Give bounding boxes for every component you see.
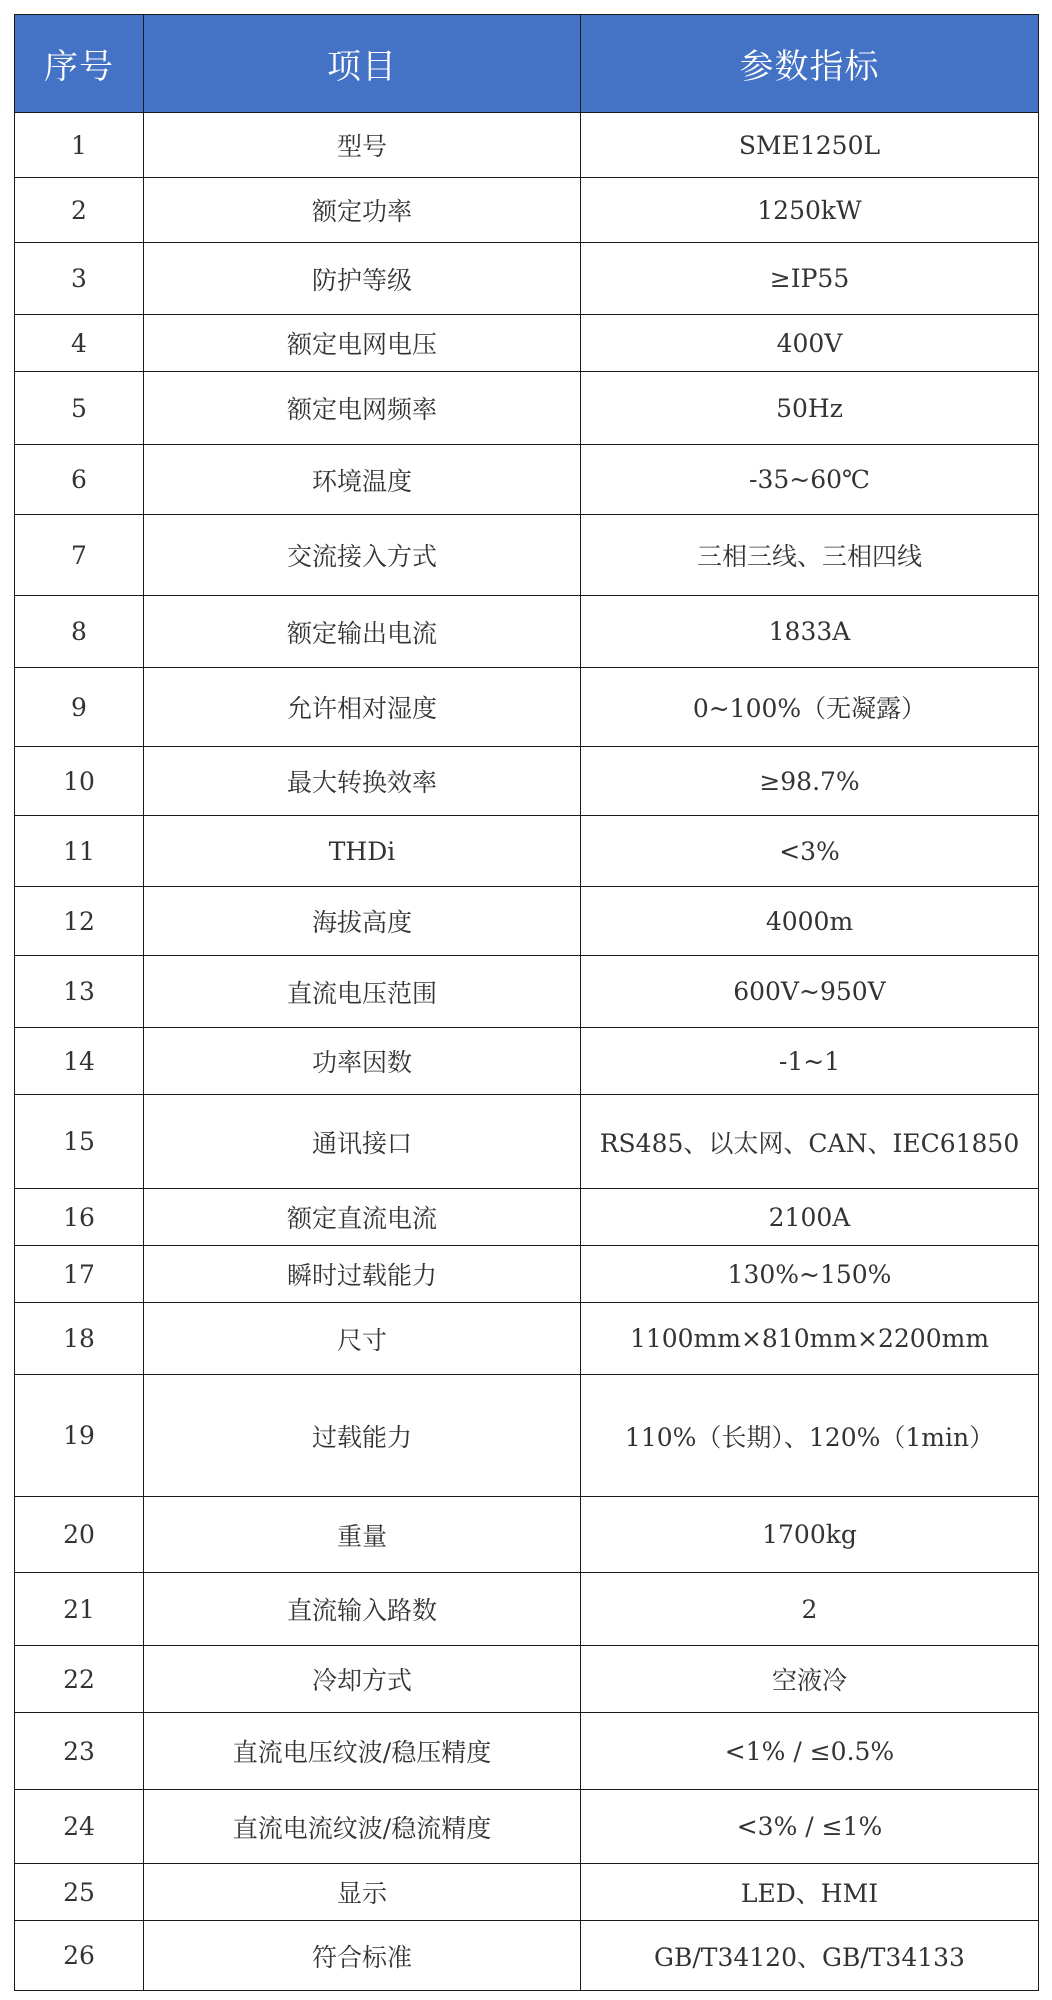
- cell-value: 1833A: [581, 596, 1039, 668]
- cell-index: 17: [15, 1246, 144, 1303]
- cell-value: 4000m: [581, 887, 1039, 956]
- table-row: [15, 1573, 1039, 1646]
- table-row: [15, 668, 1039, 747]
- cell-index: 3: [15, 243, 144, 315]
- cell-index: 16: [15, 1189, 144, 1246]
- table-row: [15, 816, 1039, 887]
- cell-index: 23: [15, 1713, 144, 1790]
- cell-value: 2: [581, 1573, 1039, 1646]
- table-row: [15, 1189, 1039, 1246]
- table-row: [15, 1790, 1039, 1864]
- cell-index: 1: [15, 113, 144, 178]
- cell-value: 110%（长期）、120%（1min）: [581, 1375, 1039, 1497]
- table-row: [15, 243, 1039, 315]
- cell-item: 额定功率: [144, 178, 581, 243]
- cell-item: 显示: [144, 1864, 581, 1921]
- cell-item: 尺寸: [144, 1303, 581, 1375]
- cell-index: 21: [15, 1573, 144, 1646]
- cell-index: 19: [15, 1375, 144, 1497]
- table-row: [15, 1375, 1039, 1497]
- cell-value: <3%: [581, 816, 1039, 887]
- cell-value: RS485、以太网、CAN、IEC61850: [581, 1095, 1039, 1189]
- cell-index: 24: [15, 1790, 144, 1864]
- header-item: 项目: [144, 15, 581, 113]
- cell-item: 额定电网频率: [144, 372, 581, 445]
- cell-value: 600V~950V: [581, 956, 1039, 1028]
- cell-item: 符合标准: [144, 1921, 581, 1991]
- table-row: [15, 445, 1039, 515]
- cell-index: 22: [15, 1646, 144, 1713]
- table-row: [15, 747, 1039, 816]
- table-body: [15, 113, 1039, 1991]
- cell-index: 25: [15, 1864, 144, 1921]
- cell-item: 防护等级: [144, 243, 581, 315]
- cell-index: 9: [15, 668, 144, 747]
- cell-value: -1~1: [581, 1028, 1039, 1095]
- cell-value: 0~100%（无凝露）: [581, 668, 1039, 747]
- table-row: [15, 1095, 1039, 1189]
- cell-index: 2: [15, 178, 144, 243]
- cell-value: GB/T34120、GB/T34133: [581, 1921, 1039, 1991]
- cell-value: 400V: [581, 315, 1039, 372]
- table-row: [15, 1864, 1039, 1921]
- cell-index: 26: [15, 1921, 144, 1991]
- table-row: [15, 1646, 1039, 1713]
- table-row: [15, 178, 1039, 243]
- header-index: 序号: [15, 15, 144, 113]
- cell-item: 交流接入方式: [144, 515, 581, 596]
- cell-item: 直流电压范围: [144, 956, 581, 1028]
- cell-item: 过载能力: [144, 1375, 581, 1497]
- cell-index: 15: [15, 1095, 144, 1189]
- cell-item: THDi: [144, 816, 581, 887]
- cell-value: 空液冷: [581, 1646, 1039, 1713]
- cell-item: 最大转换效率: [144, 747, 581, 816]
- cell-index: 4: [15, 315, 144, 372]
- cell-item: 冷却方式: [144, 1646, 581, 1713]
- table-row: [15, 113, 1039, 178]
- cell-index: 7: [15, 515, 144, 596]
- cell-value: 1700kg: [581, 1497, 1039, 1573]
- table-row: [15, 315, 1039, 372]
- cell-item: 功率因数: [144, 1028, 581, 1095]
- cell-value: <1% / ≤0.5%: [581, 1713, 1039, 1790]
- table-row: [15, 1497, 1039, 1573]
- table-row: [15, 887, 1039, 956]
- cell-value: 2100A: [581, 1189, 1039, 1246]
- cell-value: LED、HMI: [581, 1864, 1039, 1921]
- table-row: [15, 596, 1039, 668]
- cell-item: 海拔高度: [144, 887, 581, 956]
- cell-value: SME1250L: [581, 113, 1039, 178]
- table-row: [15, 956, 1039, 1028]
- table-row: [15, 1246, 1039, 1303]
- cell-item: 重量: [144, 1497, 581, 1573]
- cell-item: 额定输出电流: [144, 596, 581, 668]
- table-row: [15, 1713, 1039, 1790]
- cell-value: ≥98.7%: [581, 747, 1039, 816]
- table-row: [15, 515, 1039, 596]
- cell-value: ≥IP55: [581, 243, 1039, 315]
- cell-value: 130%~150%: [581, 1246, 1039, 1303]
- cell-item: 允许相对湿度: [144, 668, 581, 747]
- cell-item: 额定直流电流: [144, 1189, 581, 1246]
- table-header-row: [15, 15, 1039, 113]
- cell-value: 三相三线、三相四线: [581, 515, 1039, 596]
- header-value: 参数指标: [581, 15, 1039, 113]
- table-row: [15, 1028, 1039, 1095]
- cell-index: 20: [15, 1497, 144, 1573]
- cell-index: 18: [15, 1303, 144, 1375]
- spec-table: [14, 14, 1039, 1991]
- cell-index: 14: [15, 1028, 144, 1095]
- cell-value: -35~60℃: [581, 445, 1039, 515]
- cell-index: 8: [15, 596, 144, 668]
- cell-index: 12: [15, 887, 144, 956]
- table-row: [15, 372, 1039, 445]
- cell-item: 直流电流纹波/稳流精度: [144, 1790, 581, 1864]
- cell-value: <3% / ≤1%: [581, 1790, 1039, 1864]
- cell-item: 环境温度: [144, 445, 581, 515]
- cell-item: 瞬时过载能力: [144, 1246, 581, 1303]
- cell-item: 额定电网电压: [144, 315, 581, 372]
- cell-item: 通讯接口: [144, 1095, 581, 1189]
- cell-value: 1100mm×810mm×2200mm: [581, 1303, 1039, 1375]
- cell-item: 型号: [144, 113, 581, 178]
- cell-item: 直流电压纹波/稳压精度: [144, 1713, 581, 1790]
- cell-index: 10: [15, 747, 144, 816]
- cell-index: 5: [15, 372, 144, 445]
- cell-item: 直流输入路数: [144, 1573, 581, 1646]
- cell-index: 11: [15, 816, 144, 887]
- cell-value: 50Hz: [581, 372, 1039, 445]
- table-row: [15, 1921, 1039, 1991]
- cell-value: 1250kW: [581, 178, 1039, 243]
- cell-index: 6: [15, 445, 144, 515]
- table-row: [15, 1303, 1039, 1375]
- cell-index: 13: [15, 956, 144, 1028]
